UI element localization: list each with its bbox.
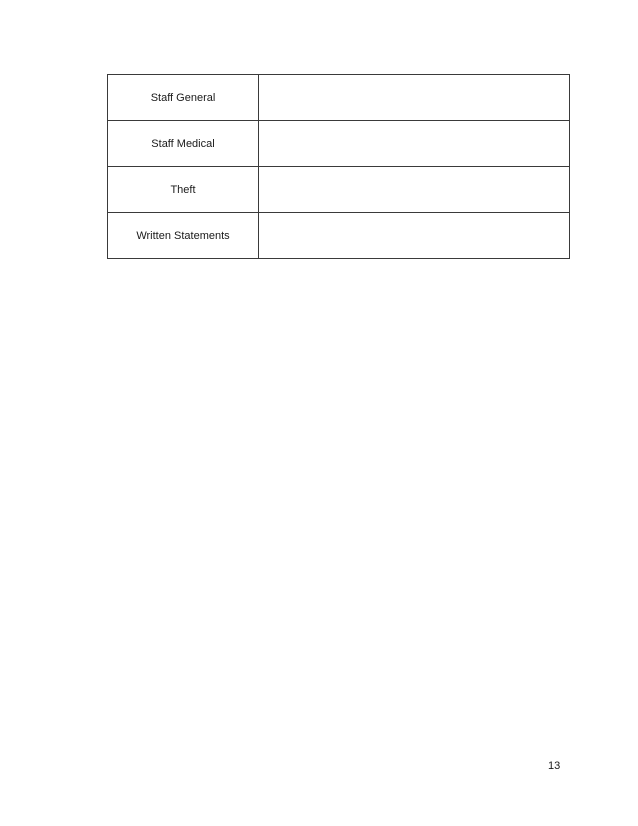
row-label: Staff General [108,75,259,121]
row-value [259,121,570,167]
row-value [259,213,570,259]
table-row [108,167,570,213]
row-value [259,167,570,213]
row-label: Staff Medical [108,121,259,167]
category-table [107,74,570,259]
page-number: 13 [548,760,561,772]
table-row [108,75,570,121]
row-value [259,75,570,121]
row-label: Written Statements [108,213,259,259]
table-row [108,121,570,167]
table-row [108,213,570,259]
row-label: Theft [108,167,259,213]
